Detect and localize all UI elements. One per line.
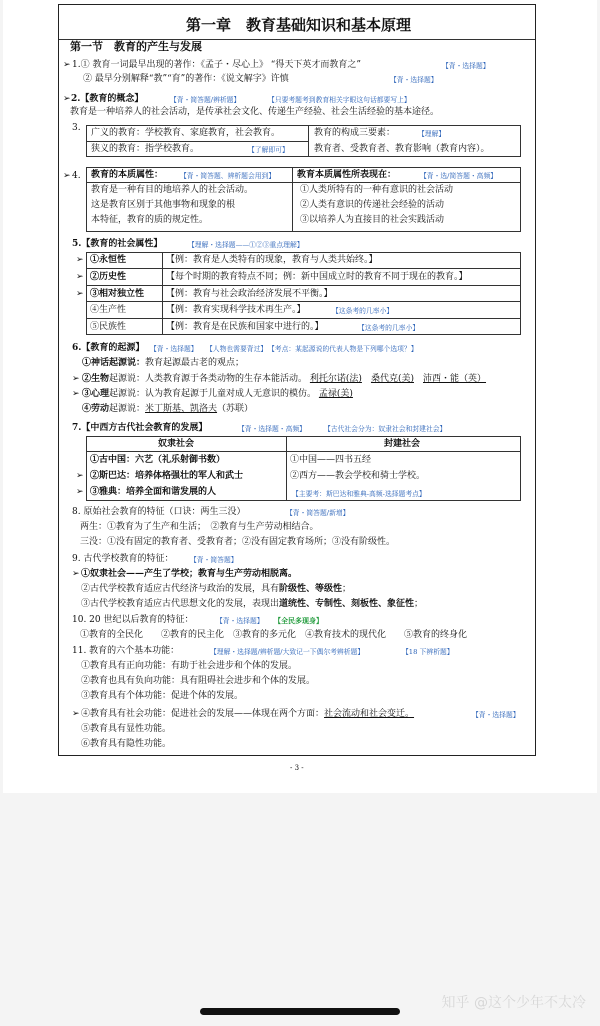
punct: ；: [342, 584, 352, 594]
attr-value: 【例：教育是在民族和国家中进行的。】: [166, 322, 324, 332]
slave-head: 奴隶社会: [158, 439, 195, 449]
feudal-head: 封建社会: [384, 439, 421, 449]
section-title: 第一节 教育的产生与发展: [70, 40, 202, 53]
divider: [86, 318, 521, 319]
feudal-line2: ②西方——教会学校和骑士学校。: [290, 471, 426, 481]
function-line4-key: 社会流动和社会变迁。: [324, 709, 415, 719]
item6-tag3: 【考点：某起源说的代表人物是下列哪个选项？】: [268, 345, 418, 353]
page-number: - 3 -: [290, 764, 304, 772]
item9-line1: ①奴隶社会——产生了学校；教育与生产劳动相脱离。: [81, 569, 298, 579]
item9-line3: ③古代学校教育适应古代思想文化的发展，表现出: [81, 599, 280, 609]
arrow-icon: ➢: [76, 471, 84, 481]
home-indicator[interactable]: [200, 1008, 400, 1015]
function-tag: 【背・选择题】: [472, 711, 520, 719]
item10-tag1: 【背・选择题】: [216, 617, 264, 625]
essence-line1: 教育是一种有目的地培养人的社会活动。: [91, 185, 254, 195]
item6-head: 6.【教育的起源】: [72, 343, 145, 353]
bio-rep3: 沛西・能（英）: [423, 374, 487, 384]
feudal-tag: 【主要考：斯巴达和雅典-高频-选择题考点】: [292, 490, 426, 498]
bio-label: ②生物: [82, 374, 110, 384]
elements-body: 教育者、受教育者、教育影响（教育内容）。: [314, 144, 490, 154]
attr-value: 【例：教育与社会政治经济发展不平衡。】: [166, 289, 333, 299]
attr-tag: 【这条考的几率小】: [332, 307, 394, 315]
elements-tag: 【理解】: [418, 130, 446, 138]
labor-label: ④劳动: [82, 404, 110, 414]
bio-rep1: 利托尔诺(法): [309, 374, 362, 384]
broad-education: 广义的教育：学校教育、家庭教育，社会教育。: [91, 128, 281, 138]
item1-tag1: 【背・选择题】: [442, 62, 490, 70]
function-line6: ⑥教育具有隐性功能。: [81, 739, 172, 749]
manifest-line3: ③以培养人为直接目的社会实践活动: [300, 215, 445, 225]
arrow-icon: ➢: [72, 709, 80, 719]
labor-rep: 米丁斯基、凯洛夫: [145, 404, 218, 414]
arrow-icon: ➢: [72, 374, 80, 384]
function-line1: ①教育具有正向功能：有助于社会进步和个体的发展。: [81, 661, 298, 671]
item9-line3-key: 道统性、专制性、刻板性、象征性: [279, 599, 415, 609]
elements-head: 教育的构成三要素：: [314, 128, 396, 138]
bio-text: 起源说：人类教育源于各类动物的生存本能活动。: [109, 374, 308, 384]
item7-head: 7.【中西方古代社会教育的发展】: [72, 423, 208, 433]
function-line5: ⑤教育具有显性功能。: [81, 724, 172, 734]
divider: [86, 451, 521, 452]
item7-tag2: 【古代社会分为：奴隶社会和封建社会】: [324, 425, 447, 433]
psy-text: 起源说：认为教育起源于儿童对成人无意识的模仿。: [109, 389, 317, 399]
item1-line2: ② 最早分别解释“教”“育”的著作：《说文解字》许慎: [83, 74, 289, 84]
divider: [86, 301, 521, 302]
attr-tag: 【这条考的几率小】: [358, 324, 420, 332]
essence-line2: 这是教育区别于其他事物和现象的根: [91, 200, 236, 210]
manifest-line1: ①人类所特有的一种有意识的社会活动: [300, 185, 454, 195]
divider: [286, 436, 287, 501]
feudal-line1: ①中国——四书五经: [290, 455, 372, 465]
item2-head: 2.【教育的概念】: [71, 94, 144, 104]
item4-num: 4.: [72, 171, 81, 181]
arrow-icon: ➢: [76, 255, 84, 265]
item9-tag: 【背・简答题】: [190, 556, 238, 564]
item8-head: 8. 原始社会教育的特征（口诀：两生三没）: [72, 507, 246, 517]
essence-line3: 本特征，教育的质的规定性。: [91, 215, 209, 225]
manifest-line2: ②人类有意识的传递社会经验的活动: [300, 200, 445, 210]
item10-head: 10. 20 世纪以后教育的特征：: [72, 615, 194, 625]
slave-line3: ③雅典：培养全面和谐发展的人: [90, 487, 217, 497]
attr-key: ⑤民族性: [90, 322, 127, 332]
attr-value: 【例：教育实现科学技术再生产。】: [166, 305, 306, 315]
arrow-icon: ➢: [76, 272, 84, 282]
item6-tag2: 【人物也需要背过】: [206, 345, 268, 353]
arrow-icon: ➢: [76, 487, 84, 497]
divider: [86, 285, 521, 286]
labor-country: （苏联）: [217, 404, 254, 414]
item2-body: 教育是一种培养人的社会活动，是传承社会文化、传递生产经验、社会生活经验的基本途径。: [70, 107, 440, 117]
manifest-tag: 【背・选/简答题・高频】: [420, 172, 498, 180]
item8-line1: 两生：①教育为了生产和生活； ②教育与生产劳动相结合。: [80, 522, 319, 532]
item9-head: 9. 古代学校教育的特征：: [72, 554, 174, 564]
arrow-icon: ➢: [72, 569, 80, 579]
item2-tag1: 【背・简答题/辨析题】: [170, 96, 241, 104]
watermark: 知乎 @这个少年不太冷: [441, 995, 586, 1011]
item1-line1: 1.① 教育一词最早出现的著作：《孟子・尽心上》 “得天下英才而教育之”: [72, 60, 362, 70]
item5-tag: 【理解・选择题——①②③重点理解】: [188, 241, 304, 249]
item10-line: ①教育的全民化 ②教育的民主化 ③教育的多元化 ④教育技术的现代化 ⑤教育的终身化: [80, 630, 468, 640]
item9-line2: ②古代学校教育适应古代经济与政治的发展，具有: [81, 584, 280, 594]
essence-tag: 【背・简答题、辨析题会用到】: [180, 172, 276, 180]
psy-label: ③心理: [82, 389, 110, 399]
item5-head: 5.【教育的社会属性】: [72, 239, 163, 249]
item8-line2: 三没：①没有固定的教育者、受教育者；②没有固定教育场所；③没有阶级性。: [80, 537, 396, 547]
function-line4: ④教育具有社会功能：促进社会的发展——体现在两个方面：: [81, 709, 325, 719]
punct: ；: [414, 599, 424, 609]
narrow-education: 狭义的教育：指学校教育。: [91, 144, 200, 154]
attr-key: ②历史性: [90, 272, 127, 282]
arrow-icon: ➢: [63, 60, 71, 70]
slave-line2: ②斯巴达：培养体格强壮的军人和武士: [90, 471, 244, 481]
divider: [292, 167, 293, 232]
divider: [86, 268, 521, 269]
arrow-icon: ➢: [76, 289, 84, 299]
essence-head: 教育的本质属性：: [91, 170, 164, 180]
item2-tag2: 【只要考题考到教育相关字眼这句话都要写上】: [268, 96, 411, 104]
attr-key: ①永恒性: [90, 255, 127, 265]
attr-key: ③相对独立性: [90, 289, 145, 299]
divider: [86, 182, 521, 183]
divider: [308, 125, 309, 157]
arrow-icon: ➢: [63, 171, 71, 181]
arrow-icon: ➢: [72, 389, 80, 399]
item8-tag: 【背・简答题/新增】: [286, 509, 350, 517]
function-line2: ②教育也具有负向功能：具有阻碍社会进步和个体的发展。: [81, 676, 316, 686]
function-line3: ③教育具有个体功能：促进个体的发展。: [81, 691, 244, 701]
slave-line1: ①古中国：六艺（礼乐射御书数）: [90, 455, 226, 465]
item11-head: 11. 教育的六个基本功能：: [72, 646, 180, 656]
item11-tag1: 【理解・选择题/辨析题/大致记一下偶尔考辨析题】: [210, 648, 365, 656]
item3-num: 3.: [72, 123, 81, 133]
labor-text: 起源说：: [109, 404, 146, 414]
divider: [86, 141, 308, 142]
divider: [162, 252, 163, 335]
item11-tag2: 【18 下辨析题】: [402, 648, 454, 656]
bio-rep2: 桑代克(美): [370, 374, 414, 384]
chapter-title: 第一章 教育基础知识和基本原理: [186, 16, 412, 34]
attr-key: ④生产性: [90, 305, 127, 315]
myth-text: 教育起源最古老的观点；: [145, 358, 245, 368]
arrow-icon: ➢: [63, 94, 71, 104]
item9-line2-key: 阶级性、等级性: [279, 584, 343, 594]
psy-rep: 孟禄(美): [318, 389, 353, 399]
myth-label: ①神话起源说：: [82, 358, 146, 368]
item7-tag1: 【背・选择题・高频】: [238, 425, 306, 433]
item6-tag1: 【背・选择题】: [150, 345, 198, 353]
item1-tag2: 【背・选择题】: [390, 76, 438, 84]
manifest-head: 教育本质属性所表现在：: [297, 170, 397, 180]
attr-value: 【例：教育是人类特有的现象，教育与人类共始终。】: [166, 255, 378, 265]
attr-value: 【每个时期的教育特点不同；例：新中国成立时的教育不同于现在的教育。】: [166, 272, 468, 282]
narrow-tag: 【了解即可】: [248, 146, 289, 154]
item10-tag2: 【全民多现身】: [274, 616, 323, 625]
